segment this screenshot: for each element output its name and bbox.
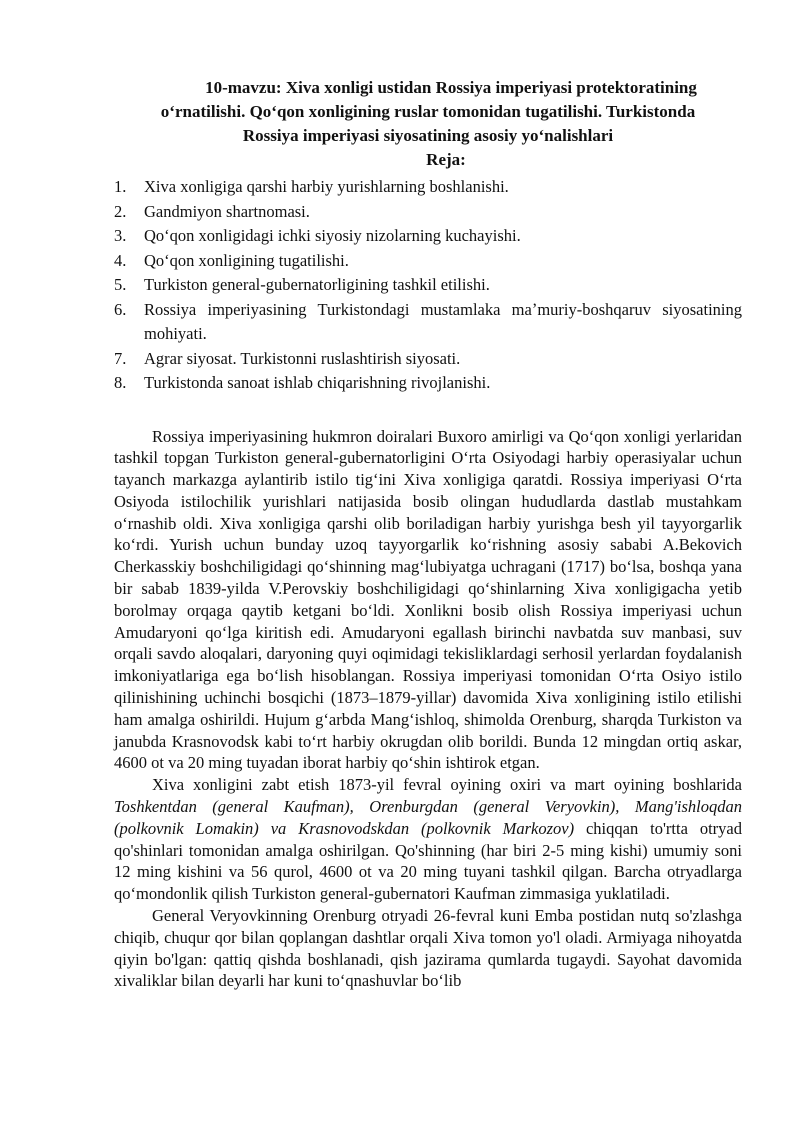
plan-item (114, 224, 742, 249)
plan-item-number: 5. (114, 275, 127, 294)
plan-list (114, 175, 742, 396)
plan-item-number: 4. (114, 250, 127, 270)
plan-item (114, 175, 742, 200)
plan-item-text: Rossiya imperiyasining Turkistondagi mustamlaka maʼmuriy-boshqaruv siyosatining mohiyati. (144, 299, 742, 343)
plan-item (114, 273, 742, 298)
document-title (114, 76, 742, 148)
paragraph-2-start: Xiva xonligini zabt etish 1873-yil fevral oyining oxiri va mart oyining boshlarida (152, 775, 742, 795)
title-line-1: 10-mavzu: Xiva xonligi ustidan Rossiya imperiyasi protektoratining (205, 78, 697, 97)
paragraph-3: General Veryovkinning Orenburg otryadi 26-fevral kuni Emba postidan nutq so'zlashga chiqib, chuqur qor bilan qoplangan dashtlar orqali Xiva tomon yo'l oladi. Armiyaga nihoyatda qiyin bo'lgan: qattiq qishda boshlanadi, qish jazirama qumlarda tugaydi. Sayohat davomida xivaliklar bilan deyarli har kuni toʻqnashuvlar boʻlib (114, 906, 742, 991)
plan-item-number: 2. (114, 201, 127, 221)
plan-item (114, 200, 742, 225)
plan-item-text: Qoʻqon xonligining tugatilishi. (144, 250, 349, 270)
plan-item-text: Turkistonda sanoat ishlab chiqarishning rivojlanishi. (144, 373, 491, 392)
plan-item-number: 1. (114, 177, 127, 196)
plan-item-text: Xiva xonligiga qarshi harbiy yurishlarning boshlanishi. (144, 177, 509, 196)
plan-item-text: Gandmiyon shartnomasi. (144, 201, 310, 221)
title-line-2: oʻrnatilishi. Qoʻqon xonligining ruslar tomonidan tugatilishi. Turkistonda (160, 102, 696, 121)
paragraph-1: Rossiya imperiyasining hukmron doiralari Buxoro amirligi va Qoʻqon xonligi yerlaridan tashkil topgan Turkiston general-gubernatorligini Oʻrta Osiyodagi harbiy operasiyalar uchun tayanch markazga aylantirib istilo tigʻini Xiva xonligiga qaratdi. Rossiya imperiyasi Oʻrta Osiyoda istilochilik yurishlari natijasida bosib olingan hududlarda dastlab mustahkam oʻrnashib oldi. Xiva xonligiga qarshi olib boriladigan harbiy yurishga besh yil tayyorgarlik koʻrdi. Yurish uchun bunday uzoq tayyorgarlik koʻrishning asosiy sababi A.Bekovich Cherkasskiy boshchiligidagi qoʻshinning magʻlubiyatga uchragani (1717) boʻlsa, boshqa yana bir sabab 1839-yilda V.Perovskiy boshchiligidagi qoʻshinlarning Xiva xonligigacha yetib borolmay orqaga qaytib ketgani boʻldi. Xonlikni bosib olish Rossiya imperiyasi uchun Amudaryoni qoʻlga kiritish edi. Amudaryoni egallash birinchi navbatda suv manbasi, suv orqali savdo aloqalari, daryoning quyi oqimidagi tekisliklardagi serhosil yerlardan foydalanish imkoniyatlariga ega boʻlish hisoblangan. Rossiya imperiyasi tomonidan Oʻrta Osiyo istilo qilinishining uchinchi bosqichi (1873–1879-yillar) davomida Xiva xonligining istilo etilishi ham amalga oshirildi. Hujum gʻarbda Mangʻishloq, shimolda Orenburg, sharqda Turkiston va janubda Krasnovodsk kabi toʻrt harbiy okrugdan olib borildi. Bunda 12 mingdan ortiq askar, 4600 ot va 20 ming tuyadan iborat harbiy qoʻshin ishtirok etgan. (114, 426, 742, 773)
plan-item (114, 371, 742, 396)
plan-item (114, 347, 742, 372)
plan-item-number: 7. (114, 348, 127, 368)
plan-item-text: Qoʻqon xonligidagi ichki siyosiy nizolarning kuchayishi. (144, 226, 521, 245)
plan-item (114, 249, 742, 274)
plan-item-number: 3. (114, 226, 127, 245)
plan-heading: Reja: (426, 150, 466, 169)
paragraph-2-italic: Toshkentdan (general Kaufman), Orenburgdan (general Veryovkin), Mang'ishloqdan (polkovnik Lomakin) va Krasnovodskdan (polkovnik Markozov) (114, 797, 742, 838)
plan-item-number: 6. (114, 299, 127, 319)
plan-item-text: Turkiston general-gubernatorligining tashkil etilishi. (144, 275, 490, 294)
plan-item (114, 298, 742, 347)
body-text (114, 426, 742, 993)
plan-item-text: Agrar siyosat. Turkistonni ruslashtirish siyosati. (144, 348, 461, 368)
paragraph-2 (114, 774, 742, 905)
title-line-3: Rossiya imperiyasi siyosatining asosiy yoʻnalishlari (242, 126, 614, 145)
paragraph-2-end: chiqqan to'rtta otryad qo'shinlari tomonidan amalga oshirilgan. Qo'shinning (har biri 2-5 ming kishi) umumiy soni 12 ming kishini va 56 qurol, 4600 ot va 20 ming tuyani tashkil qilgan. Barcha otryadlarga qoʻmondonlik qilish Turkiston general-gubernatori Kaufman zimmasiga yuklatiladi. (114, 818, 742, 904)
plan-item-number: 8. (114, 373, 127, 392)
